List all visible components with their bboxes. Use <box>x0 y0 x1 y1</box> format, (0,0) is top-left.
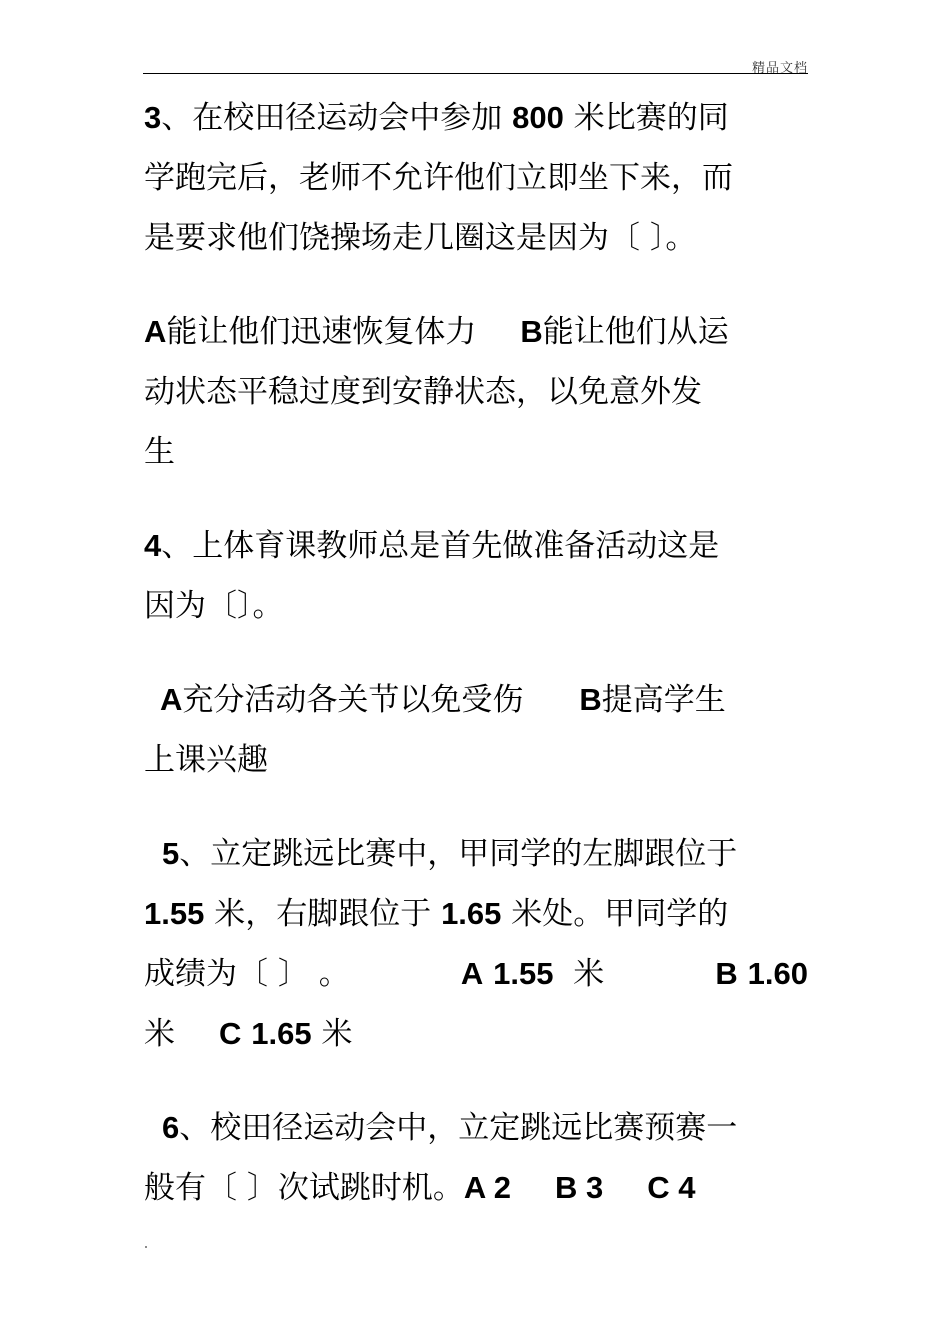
q5-option-a-key: A <box>460 956 484 991</box>
q5-text: 、立定跳远比赛中，甲同学的左脚跟位于 <box>179 836 738 872</box>
q5-text-c: 米处。甲同学的 <box>501 896 729 932</box>
q5-option-b-value: 1.60 <box>747 956 808 991</box>
q3-option-a-key: A <box>144 314 167 349</box>
q3-options-line <box>144 302 812 362</box>
document-body <box>144 88 812 1218</box>
q3-text-b: 米比赛的同 <box>563 100 729 136</box>
header-label: 精品文档 <box>751 61 808 76</box>
q5-option-c-key: C <box>219 1016 242 1051</box>
q4-option-a-text: 充分活动各关节以免受伤 <box>182 682 524 718</box>
q5-option-a <box>461 944 604 1004</box>
q5-option-b-unit: 米 <box>144 1016 175 1052</box>
q6-line-1 <box>144 1098 812 1158</box>
footer-dot <box>145 1246 147 1248</box>
q4-option-a-key: A <box>160 682 183 717</box>
q3-number: 3 <box>144 100 162 135</box>
q3-distance: 800 <box>512 100 564 135</box>
q5-option-b <box>715 944 808 1004</box>
q5-right-heel: 1.65 <box>441 896 502 931</box>
q5-text-b: 米，右脚跟位于 <box>204 896 442 932</box>
q4-line-1 <box>144 516 812 576</box>
q5-line-1 <box>144 824 812 884</box>
q6-text: 、校田径运动会中，立定跳远比赛预赛一 <box>179 1110 738 1146</box>
q3-line-1 <box>144 88 812 148</box>
q4-number: 4 <box>144 528 162 563</box>
q3-option-b-end: 生 <box>144 434 175 470</box>
header-divider <box>143 73 808 74</box>
q5-left-heel: 1.55 <box>144 896 205 931</box>
q3-option-b-cont: 动状态平稳过度到安静状态，以免意外发 <box>144 374 702 410</box>
q5-option-c-value: 1.65 <box>251 1016 312 1051</box>
q5-option-a-value: 1.55 <box>493 956 554 991</box>
q6-number: 6 <box>162 1110 180 1145</box>
q5-line-3 <box>144 944 808 1004</box>
q5-option-c-unit: 米 <box>321 1016 353 1052</box>
q3-line-3: 是要求他们饶操场走几圈这是因为〔 〕。 <box>144 220 697 256</box>
q5-prompt: 成绩为〔 〕 。 <box>144 956 350 992</box>
q3-option-a-text: 能让他们迅速恢复体力 <box>166 314 477 350</box>
q3-option-b-key: B <box>520 314 543 349</box>
q5-line-2 <box>144 884 812 944</box>
q3-line-2: 学跑完后，老师不允许他们立即坐下来，而 <box>144 160 733 196</box>
q5-line-4 <box>144 1004 812 1064</box>
q5-option-b-key: B <box>715 956 738 991</box>
q5-option-a-unit: 米 <box>573 956 605 992</box>
q6-prompt: 般有〔 〕次试跳时机。 <box>144 1170 464 1206</box>
q4-line-2: 因为〔〕。 <box>144 588 284 624</box>
q6-line-2 <box>144 1158 812 1218</box>
q4-text: 、上体育课教师总是首先做准备活动这是 <box>161 528 720 564</box>
q3-option-b-text: 能让他们从运 <box>542 314 729 350</box>
q6-option-a: A 2 <box>463 1170 511 1205</box>
q4-option-b-text: 提高学生 <box>601 682 726 718</box>
q6-option-c: C 4 <box>647 1170 696 1205</box>
q3-text-a: 、在校田径运动会中参加 <box>161 100 513 136</box>
q6-option-b: B 3 <box>554 1170 604 1205</box>
q4-option-b-cont: 上课兴趣 <box>144 742 268 778</box>
q5-number: 5 <box>162 836 180 871</box>
q4-options-line <box>144 670 812 730</box>
q4-option-b-key: B <box>579 682 602 717</box>
